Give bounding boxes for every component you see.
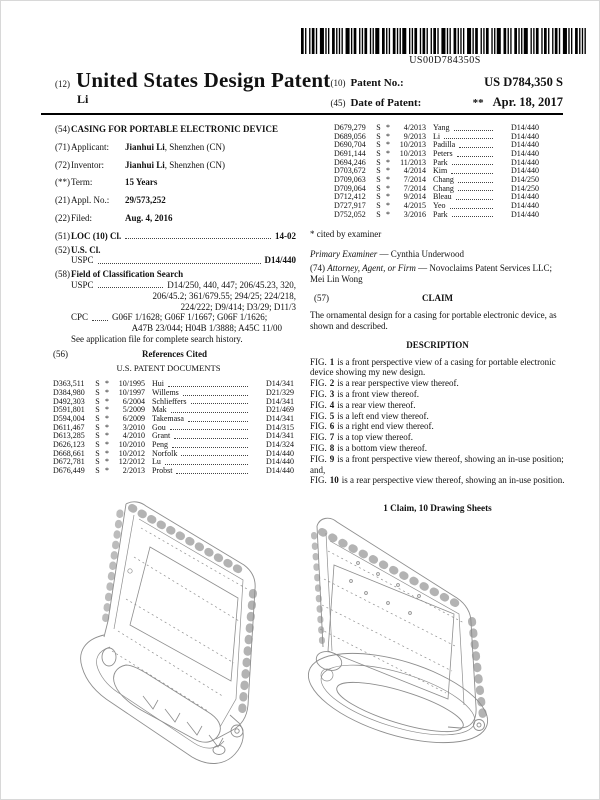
fig-prefix: FIG. [310, 453, 327, 464]
fig-number: 4 [329, 399, 335, 410]
ref-name: Li [433, 131, 441, 141]
fig-text: is a top view thereof. [337, 432, 413, 443]
dotted-leader [168, 386, 248, 387]
dotted-leader [125, 238, 271, 239]
front-perspective-drawing [46, 499, 301, 799]
fig-prefix: FIG. [310, 410, 327, 421]
ref-star: * [386, 157, 390, 167]
ref-star: * [386, 183, 390, 193]
ref-class: D14/250 [511, 174, 539, 184]
ref-star: * [386, 174, 390, 184]
figure-description-line [310, 411, 565, 422]
ref-star: * [105, 457, 109, 467]
fig-prefix: FIG. [310, 378, 327, 389]
fig-prefix: FIG. [310, 399, 327, 410]
fig-prefix: FIG. [310, 388, 327, 399]
field-cpc-label: CPC [71, 312, 89, 323]
field-cpc-line1: G06F 1/1628; G06F 1/1667; G06F 1/1626; [112, 312, 268, 323]
fig-number: 10 [329, 475, 339, 486]
ref-class: D14/440 [511, 157, 539, 167]
ref-star: * [105, 431, 109, 441]
ref-star: * [386, 148, 390, 158]
section-72: (72) [55, 159, 70, 170]
dotted-leader [165, 464, 248, 465]
field-search-label: Field of Classification Search [71, 269, 184, 280]
dotted-leader [181, 455, 248, 456]
figure-description-line [310, 443, 565, 454]
ref-class: D14/440 [266, 465, 294, 475]
ref-class: D14/440 [511, 123, 539, 132]
ref-name: Peng [152, 439, 168, 449]
patent-no-label: Patent No.: [350, 77, 404, 89]
dotted-leader [452, 164, 493, 165]
applicant-location: , Shenzhen (CN) [164, 141, 226, 152]
loc-label: LOC (10) Cl. [71, 230, 122, 241]
ref-kind: S [376, 148, 381, 158]
ref-date: 3/2016 [403, 209, 426, 219]
ref-name: Padilla [433, 140, 456, 150]
patent-reference-row [53, 398, 294, 407]
cited-by-examiner-note: * cited by examiner [310, 229, 382, 240]
ref-no: D694,246 [334, 157, 366, 167]
ref-star: * [386, 131, 390, 141]
ref-no: D492,303 [53, 396, 85, 406]
fig-text: is a rear view thereof. [337, 399, 416, 410]
term-label: Term: [71, 177, 93, 188]
figure-description-line [310, 357, 565, 379]
applicant-name: Jianhui Li [125, 141, 165, 152]
ref-no: D690,704 [334, 140, 366, 150]
header [41, 69, 563, 115]
ref-no: D676,449 [53, 465, 85, 475]
ref-star: * [386, 209, 390, 219]
ref-name: Willems [152, 388, 179, 397]
ref-date: 11/2013 [400, 157, 426, 167]
ref-kind: S [376, 140, 381, 150]
ref-kind: S [376, 157, 381, 167]
ref-class: D21/329 [266, 388, 294, 397]
ref-star: * [386, 192, 390, 202]
fig-number: 6 [329, 421, 335, 432]
field-uspc-line1: D14/250, 440, 447; 206/45.23, 320, [167, 279, 296, 290]
ref-class: D14/341 [266, 431, 294, 441]
page-title: United States Design Patent [76, 68, 331, 92]
dotted-leader [183, 395, 248, 396]
ref-date: 12/2012 [118, 457, 145, 467]
uspc-value: D14/440 [264, 255, 296, 266]
ref-no: D363,511 [53, 379, 85, 389]
claim-title: CLAIM [422, 293, 453, 304]
ref-date: 4/2013 [403, 123, 426, 132]
ref-kind: S [95, 396, 100, 406]
ref-kind: S [376, 192, 381, 202]
dotted-leader [172, 447, 248, 448]
body-columns [41, 124, 565, 514]
date-stars: ** [472, 97, 484, 109]
ref-class: D14/440 [266, 448, 294, 458]
dotted-leader [444, 138, 493, 139]
ref-name: Schlieffers [152, 396, 187, 406]
section-57: (57) [314, 293, 329, 304]
loc-value: 14-02 [275, 230, 296, 241]
ref-kind: S [95, 422, 100, 432]
kind-code: (12) [55, 79, 70, 89]
ref-class: D14/440 [511, 166, 539, 176]
rear-perspective-drawing [296, 501, 571, 793]
fig-number: 7 [329, 432, 335, 443]
ref-kind: S [95, 439, 100, 449]
ref-no: D727,917 [334, 200, 366, 210]
section-71: (71) [55, 141, 70, 152]
ref-star: * [386, 123, 390, 132]
ref-kind: S [376, 131, 381, 141]
ref-no: D384,980 [53, 388, 85, 397]
fig-text: is a bottom view thereof. [337, 442, 427, 453]
attorney-name: — Novoclaims Patent Services LLC; Mei Lin Wong [310, 262, 553, 284]
ref-no: D709,063 [334, 174, 366, 184]
date-code: (45) [330, 98, 346, 108]
filed-value: Aug. 4, 2016 [125, 212, 173, 223]
dotted-leader [98, 287, 164, 288]
ref-star: * [105, 422, 109, 432]
filed-label: Filed: [71, 212, 93, 223]
ref-class: D14/324 [266, 439, 294, 449]
left-column [41, 124, 296, 514]
barcode-bars [301, 28, 589, 54]
us-patent-documents-title: U.S. PATENT DOCUMENTS [116, 362, 221, 373]
ref-class: D14/440 [511, 209, 539, 219]
inventor-name: Jianhui Li [125, 159, 165, 170]
fig-text: is a front perspective view of a casing for portable electronic device showing my new design. [310, 356, 556, 378]
ref-date: 7/2014 [403, 183, 426, 193]
figure-description-line [310, 389, 565, 400]
ref-star: * [105, 379, 109, 389]
appl-no-value: 29/573,252 [125, 195, 166, 206]
invention-title: CASING FOR PORTABLE ELECTRONIC DEVICE [71, 124, 279, 134]
ref-date: 4/2015 [403, 200, 426, 210]
section-21: (21) [55, 195, 70, 206]
drawings-area [1, 497, 600, 800]
ref-no: D668,661 [53, 448, 85, 458]
fig-number: 1 [329, 356, 335, 367]
ref-star: * [386, 140, 390, 150]
ref-name: Chang [433, 174, 454, 184]
patent-reference-row [334, 211, 539, 220]
ref-no: D703,672 [334, 166, 366, 176]
ref-date: 10/2013 [399, 140, 426, 150]
ref-star: * [105, 396, 109, 406]
ref-star: * [105, 388, 109, 397]
references-cited-title: References Cited [141, 348, 208, 359]
dotted-leader [191, 403, 248, 404]
ref-class: D14/440 [511, 131, 539, 141]
section-51: (51) [55, 230, 70, 241]
ref-no: D679,279 [334, 123, 366, 132]
fig-number: 2 [329, 378, 335, 389]
fig-number: 8 [329, 442, 335, 453]
figure-description-line [310, 378, 565, 389]
inventor-location: , Shenzhen (CN) [164, 159, 226, 170]
ref-kind: S [376, 183, 381, 193]
claims-sheets-footer: 1 Claim, 10 Drawing Sheets [383, 503, 492, 514]
examiner-name: — Cynthia Underwood [379, 249, 464, 260]
ref-no: D709,064 [334, 183, 366, 193]
ref-name: Park [433, 209, 448, 219]
ref-name: Chang [433, 183, 454, 193]
examiner-label: Primary Examiner [310, 249, 378, 260]
ref-name: Takemasa [152, 413, 184, 423]
dotted-leader [98, 263, 261, 264]
ref-class: D14/341 [266, 379, 294, 389]
ref-no: D712,412 [334, 192, 366, 202]
description-title: DESCRIPTION [406, 339, 469, 350]
inventor-label: Inventor: [71, 159, 104, 170]
ref-no: D594,004 [53, 413, 85, 423]
fig-text: is a front perspective view thereof, showing an in-use position; and, [310, 453, 564, 475]
ref-name: Bleau [433, 192, 452, 202]
fig-prefix: FIG. [310, 421, 327, 432]
ref-date: 3/2010 [122, 422, 145, 432]
fig-text: is a right end view thereof. [337, 421, 434, 432]
figure-descriptions [310, 357, 565, 487]
field-uspc-label: USPC [71, 279, 94, 290]
ref-kind: S [95, 413, 100, 423]
ref-star: * [386, 166, 390, 176]
patent-reference-row [53, 415, 294, 424]
ref-kind: S [376, 166, 381, 176]
primary-examiner-line [310, 249, 565, 260]
ref-name: Norfolk [152, 448, 178, 458]
ref-date: 10/2012 [118, 448, 145, 458]
attorney-label: Attorney, Agent, or Firm [327, 262, 416, 273]
ref-kind: S [376, 174, 381, 184]
ref-kind: S [95, 465, 100, 475]
section-52: (52) [55, 244, 70, 255]
dotted-leader [171, 412, 248, 413]
ref-kind: S [95, 388, 100, 397]
dotted-leader [452, 216, 493, 217]
ref-class: D21/469 [266, 405, 294, 415]
dotted-leader [450, 208, 493, 209]
dotted-leader [457, 156, 493, 157]
patent-no-code: (10) [330, 78, 346, 88]
figure-description-line [310, 432, 565, 443]
fig-prefix: FIG. [310, 432, 327, 443]
ref-kind: S [95, 448, 100, 458]
claim-heading [310, 293, 565, 304]
date-label: Date of Patent: [350, 97, 422, 109]
ref-star: * [105, 413, 109, 423]
ref-no: D611,467 [53, 422, 85, 432]
ref-date: 6/2009 [122, 413, 145, 423]
barcode [300, 28, 590, 66]
ref-no: D591,801 [53, 405, 85, 415]
header-rule [41, 113, 563, 115]
ref-kind: S [95, 379, 100, 389]
ref-name: Kim [433, 166, 448, 176]
ref-name: Peters [433, 148, 453, 158]
dotted-leader [459, 147, 493, 148]
ref-star: * [105, 405, 109, 415]
fig-text: is a rear perspective view thereof, showing an in-use position. [341, 475, 565, 486]
ref-date: 9/2013 [403, 131, 426, 141]
fig-number: 3 [329, 388, 335, 399]
ref-class: D14/440 [266, 457, 294, 467]
references-table-left [53, 380, 294, 475]
ref-date: 2/2013 [122, 465, 145, 475]
ref-date: 4/2014 [403, 166, 426, 176]
us-cl-label: U.S. Cl. [71, 244, 101, 255]
patent-reference-row [53, 424, 294, 433]
patent-reference-row [53, 467, 294, 476]
ref-name: Lu [152, 457, 161, 467]
ref-kind: S [95, 405, 100, 415]
ref-kind: S [95, 431, 100, 441]
ref-date: 7/2014 [403, 174, 426, 184]
section-74: (74) [310, 262, 325, 273]
section-58: (58) [55, 269, 70, 280]
ref-class: D14/440 [511, 140, 539, 150]
fig-number: 9 [329, 453, 335, 464]
ref-name: Grant [152, 431, 171, 441]
ref-name: Park [433, 157, 448, 167]
ref-no: D672,781 [53, 457, 85, 467]
description-heading [310, 340, 565, 351]
ref-class: D14/440 [511, 192, 539, 202]
fig-text: is a rear perspective view thereof. [337, 378, 459, 389]
patent-date: Apr. 18, 2017 [492, 95, 563, 109]
attorney-line [310, 263, 565, 285]
ref-date: 6/2004 [122, 396, 145, 406]
fig-text: is a front view thereof. [337, 388, 419, 399]
field-note: See application file for complete search history. [71, 333, 243, 344]
ref-no: D752,052 [334, 209, 366, 219]
ref-class: D14/440 [511, 148, 539, 158]
fig-text: is a left end view thereof. [337, 410, 429, 421]
claim-text: The ornamental design for a casing for portable electronic device, as shown and described. [310, 310, 557, 331]
fig-prefix: FIG. [310, 475, 327, 486]
ref-kind: S [376, 200, 381, 210]
right-column [310, 124, 565, 514]
ref-class: D14/440 [511, 200, 539, 210]
appl-no-label: Appl. No.: [71, 195, 110, 206]
section-22: (22) [55, 212, 70, 223]
patent-reference-row [53, 450, 294, 459]
ref-date: 4/2010 [122, 431, 145, 441]
field-uspc-line2: 206/45.2; 361/679.55; 294/25; 224/218, [152, 290, 296, 301]
ref-kind: S [95, 457, 100, 467]
ref-name: Gou [152, 422, 166, 432]
dotted-leader [188, 421, 248, 422]
figure-description-line [310, 400, 565, 411]
dotted-leader [458, 182, 493, 183]
fig-prefix: FIG. [310, 356, 327, 367]
dotted-leader [456, 199, 493, 200]
ref-star: * [105, 465, 109, 475]
figure-description-line [310, 454, 565, 476]
ref-date: 9/2014 [403, 192, 426, 202]
fig-number: 5 [329, 410, 335, 421]
dotted-leader [92, 320, 108, 321]
ref-name: Hui [152, 379, 164, 389]
ref-class: D14/341 [266, 413, 294, 423]
section-54: (54) [55, 124, 70, 134]
field-uspc-line3: 224/222; D9/414; D3/29; D11/3 [180, 301, 296, 312]
section-term: (**) [55, 177, 70, 188]
ref-date: 10/2010 [118, 439, 145, 449]
inventor-short-name: Li [77, 92, 89, 106]
patent-number: US D784,350 S [484, 75, 563, 89]
ref-date: 10/1997 [118, 388, 145, 397]
ref-date: 5/2009 [122, 405, 145, 415]
ref-kind: S [376, 209, 381, 219]
dotted-leader [458, 190, 493, 191]
ref-name: Yang [433, 123, 450, 132]
applicant-label: Applicant: [71, 141, 109, 152]
figure-description-line [310, 421, 565, 432]
patent-reference-row [53, 458, 294, 467]
dotted-leader [170, 429, 248, 430]
fig-prefix: FIG. [310, 442, 327, 453]
ref-class: D14/341 [266, 396, 294, 406]
ref-name: Yeo [433, 200, 446, 210]
ref-date: 10/1995 [118, 379, 145, 389]
barcode-text: US00D784350S [409, 55, 481, 66]
ref-no: D626,123 [53, 439, 85, 449]
ref-star: * [105, 439, 109, 449]
ref-no: D689,056 [334, 131, 366, 141]
ref-name: Mak [152, 405, 167, 415]
figure-description-line [310, 475, 565, 486]
ref-no: D613,285 [53, 431, 85, 441]
term-value: 15 Years [125, 177, 158, 188]
field-cpc-line2: A47B 23/044; H04B 1/3888; A45C 11/00 [131, 323, 282, 334]
section-56: (56) [53, 348, 68, 359]
dotted-leader [454, 130, 493, 131]
dotted-leader [176, 473, 248, 474]
ref-date: 10/2013 [399, 148, 426, 158]
references-table-right [334, 124, 539, 219]
ref-no: D691,144 [334, 148, 366, 158]
dotted-leader [174, 438, 248, 439]
uspc-label: USPC [71, 255, 94, 266]
patent-reference-row [53, 432, 294, 441]
ref-class: D14/315 [266, 422, 294, 432]
ref-class: D14/250 [511, 183, 539, 193]
ref-star: * [105, 448, 109, 458]
dotted-leader [451, 173, 493, 174]
ref-name: Probst [152, 465, 173, 475]
ref-kind: S [376, 123, 381, 132]
ref-star: * [386, 200, 390, 210]
